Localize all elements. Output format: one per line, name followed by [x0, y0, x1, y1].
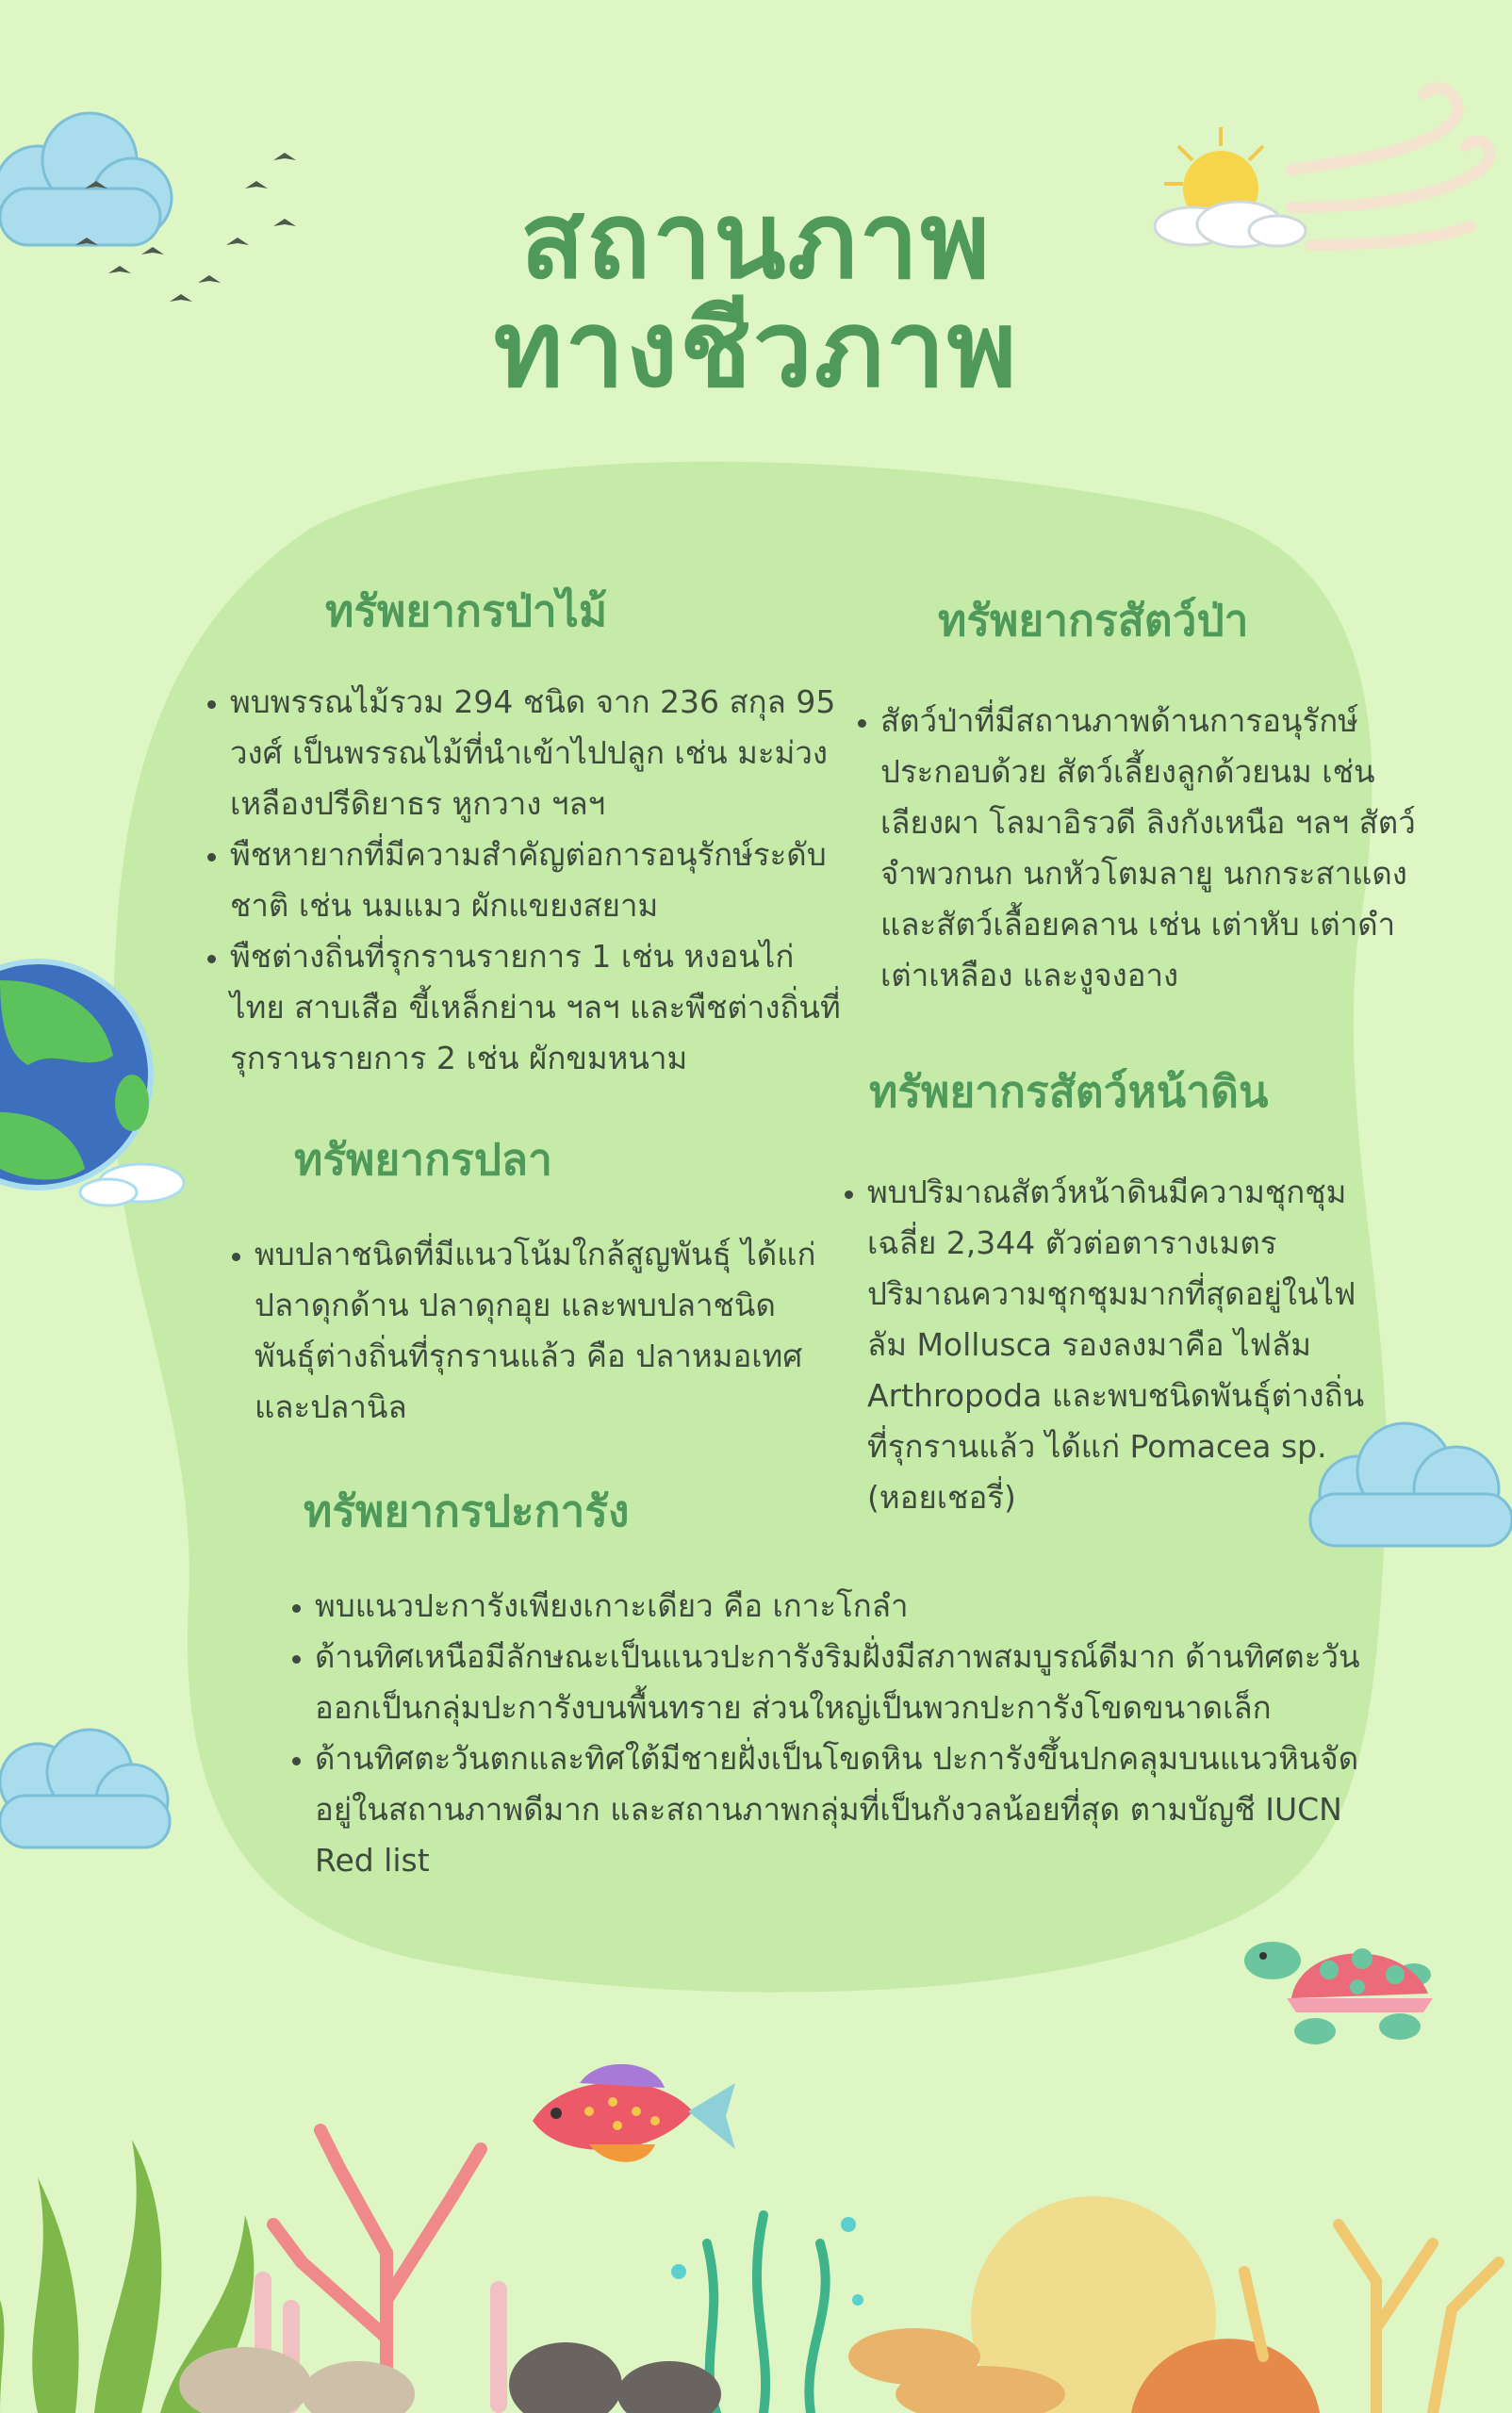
- coral-icon: [848, 2168, 1512, 2413]
- list-item: • พบปลาชนิดที่มีแนวโน้มใกล้สูญพันธุ์ ได้แก่ ปลาดุกด้าน ปลาดุกอุย และพบปลาชนิดพันธุ์ต่างถิ่นที่รุกรานแล้ว คือ ปลาหมอเทศ และปลานิล: [255, 1229, 820, 1433]
- wildlife-list: [848, 696, 1418, 1001]
- list-item: • พืชต่างถิ่นที่รุกรานรายการ 1 เช่น หงอนไก่ไทย สาบเสือ ขี้เหล็กย่าน ฯลฯ และพืชต่างถิ่นที่รุกรานรายการ 2 เช่น ผักขมหนาม: [230, 931, 843, 1084]
- turtle-icon: [1225, 1923, 1452, 2064]
- earth-icon: [0, 952, 198, 1235]
- list-item: • พบพรรณไม้รวม 294 ชนิด จาก 236 สกุล 95 วงศ์ เป็นพรรณไม้ที่นำเข้าไปปลูก เช่น มะม่วง เหลืองปรีดิยาธร หูกวาง ฯลฯ: [230, 677, 843, 829]
- list-item: • พบแนวปะการังเพียงเกาะเดียว คือ เกาะโกลำ: [315, 1581, 1371, 1632]
- page-title-line-1: สถานภาพ: [519, 180, 993, 303]
- list-item: • ด้านทิศเหนือมีลักษณะเป็นแนวปะการังริมฝั่งมีสภาพสมบูรณ์ดีมาก ด้านทิศตะวันออกเป็นกลุ่มปะการังบนพื้นทราย ส่วนใหญ่เป็นพวกปะการังโขดขนาดเล็ก: [315, 1632, 1371, 1733]
- rock-icon: [170, 2300, 735, 2413]
- fish-list: [222, 1229, 820, 1433]
- wildlife-heading: ทรัพยากรสัตว์ป่า: [938, 595, 1249, 646]
- fish-heading: ทรัพยากรปลา: [294, 1134, 552, 1185]
- cloud-icon: [0, 1706, 179, 1866]
- soil-animals-heading: ทรัพยากรสัตว์หน้าดิน: [869, 1066, 1269, 1117]
- list-item: • สัตว์ป่าที่มีสถานภาพด้านการอนุรักษ์ ประกอบด้วย สัตว์เลี้ยงลูกด้วยนม เช่น เลียงผา โลมาอิรวดี ลิงกังเหนือ ฯลฯ สัตว์จำพวกนก นกหัวโตมลายู นกกระสาแดง และสัตว์เลื้อยคลาน เช่น เต่าหับ เต่าดำ เต่าเหลือง และงูจงอาง: [880, 696, 1418, 1001]
- coral-heading: ทรัพยากรปะการัง: [304, 1486, 630, 1536]
- forest-heading: ทรัพยากรป่าไม้: [325, 585, 608, 636]
- list-item: • พืชหายากที่มีความสำคัญต่อการอนุรักษ์ระดับชาติ เช่น นมแมว ผักแขยงสยาม: [230, 829, 843, 931]
- coral-list: [283, 1581, 1371, 1886]
- page-title-line-2: ทางชีวภาพ: [493, 288, 1019, 411]
- list-item: • พบปริมาณสัตว์หน้าดินมีความชุกชุม เฉลี่ย 2,344 ตัวต่อตารางเมตร ปริมาณความชุกชุมมากที่สุดอยู่ในไฟลัม Mollusca รองลงมาคือ ไฟลัม Arthropoda และพบชนิดพันธุ์ต่างถิ่นที่รุกรานแล้ว ได้แก่ Pomacea sp.(หอยเชอรี่): [867, 1167, 1376, 1523]
- forest-list: [198, 677, 843, 1084]
- soil-animals-list: [835, 1167, 1376, 1523]
- list-item: • ด้านทิศตะวันตกและทิศใต้มีชายฝั่งเป็นโขดหิน ปะการังขึ้นปกคลุมบนแนวหินจัดอยู่ในสถานภาพดีมาก และสถานภาพกลุ่มที่เป็นกังวลน้อยที่สุด ตามบัญชี IUCN Red list: [315, 1733, 1371, 1886]
- fish-icon: [523, 2055, 740, 2177]
